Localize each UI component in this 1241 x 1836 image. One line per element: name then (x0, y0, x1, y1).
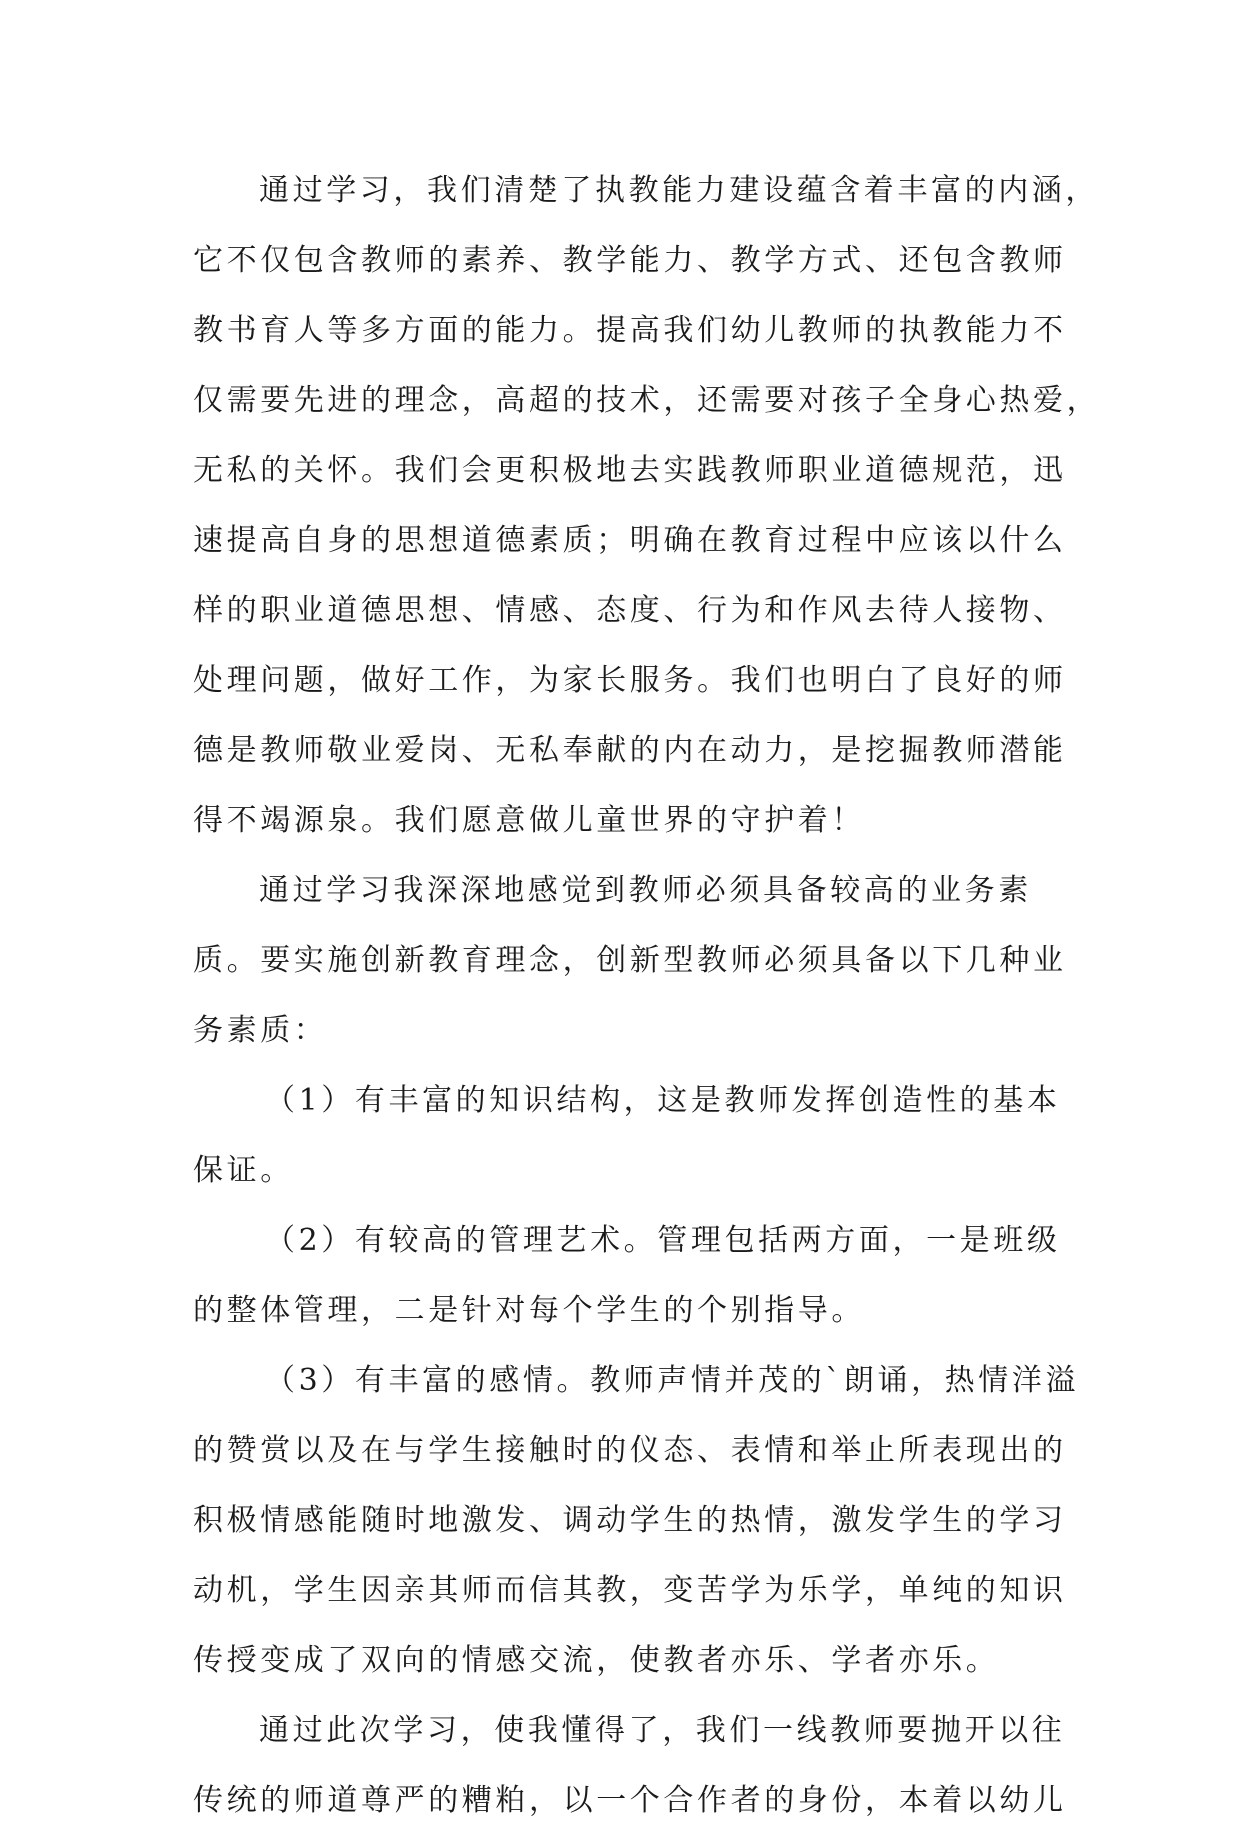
text-line: 通过此次学习，使我懂得了，我们一线教师要抛开以往 (259, 1713, 1066, 1748)
text-line: 处理问题，做好工作，为家长服务。我们也明白了良好的师 (193, 663, 1067, 698)
text-line: 它不仅包含教师的素养、教学能力、教学方式、还包含教师 (193, 243, 1067, 278)
text-line: 的赞赏以及在与学生接触时的仪态、表情和举止所表现出的 (193, 1433, 1067, 1468)
text-line: 传统的师道尊严的糟粕，以一个合作者的身份，本着以幼儿 (193, 1783, 1067, 1818)
text-line: 质。要实施创新教育理念，创新型教师必须具备以下几种业 (193, 943, 1067, 978)
document-body (193, 156, 1101, 1836)
text-line: 传授变成了双向的情感交流，使教者亦乐、学者亦乐。 (193, 1643, 1000, 1678)
text-line: 样的职业道德思想、情感、态度、行为和作风去待人接物、 (193, 593, 1067, 628)
text-line: 保证。 (193, 1153, 294, 1188)
text-line: 得不竭源泉。我们愿意做儿童世界的守护着！ (193, 803, 865, 838)
text-line: 仅需要先进的理念，高超的技术，还需要对孩子全身心热爱， (193, 383, 1101, 418)
text-line: 动机，学生因亲其师而信其教，变苦学为乐学，单纯的知识 (193, 1573, 1067, 1608)
text-line: （2）有较高的管理艺术。管理包括两方面，一是班级 (265, 1223, 1061, 1258)
text-line: 的整体管理，二是针对每个学生的个别指导。 (193, 1293, 865, 1328)
text-line: 务素质： (193, 1013, 328, 1048)
text-line: （3）有丰富的感情。教师声情并茂的`朗诵，热情洋溢 (265, 1363, 1080, 1398)
text-line: 通过学习，我们清楚了执教能力建设蕴含着丰富的内涵， (259, 173, 1099, 208)
text-line: 德是教师敬业爱岗、无私奉献的内在动力，是挖掘教师潜能 (193, 733, 1067, 768)
text-line: 通过学习我深深地感觉到教师必须具备较高的业务素 (259, 873, 1032, 908)
text-line: 积极情感能随时地激发、调动学生的热情，激发学生的学习 (193, 1503, 1067, 1538)
text-line: （1）有丰富的知识结构，这是教师发挥创造性的基本 (265, 1083, 1061, 1118)
text-line: 速提高自身的思想道德素质；明确在教育过程中应该以什么 (193, 523, 1067, 558)
text-line: 无私的关怀。我们会更积极地去实践教师职业道德规范，迅 (193, 453, 1067, 488)
text-line: 教书育人等多方面的能力。提高我们幼儿教师的执教能力不 (193, 313, 1067, 348)
